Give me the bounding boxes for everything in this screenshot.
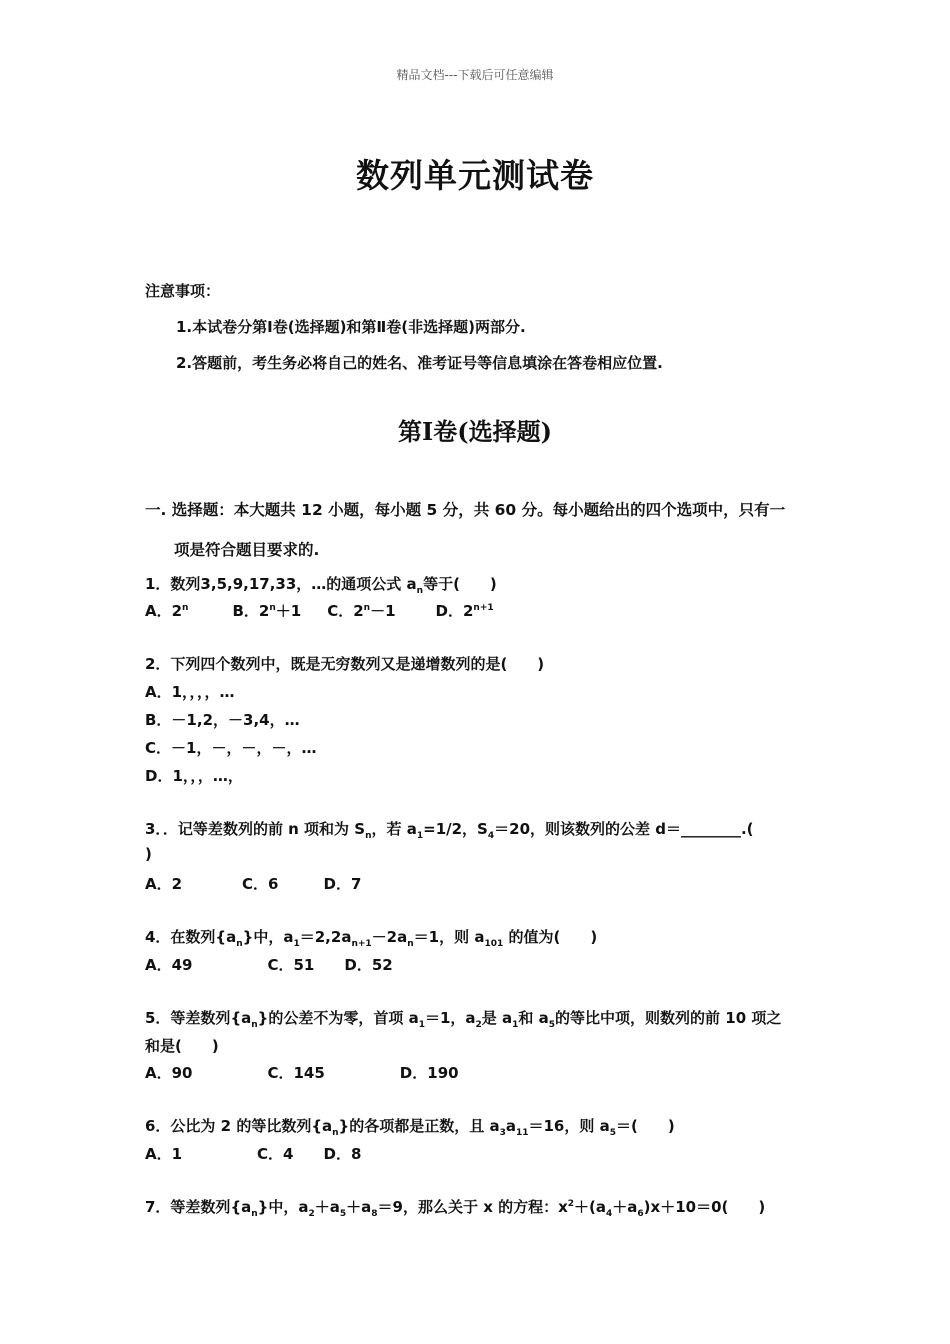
section-instructions-line1: 一. 选择题：本大题共 12 小题，每小题 5 分，共 60 分。每小题给出的四个选项中，只有一 [145, 501, 786, 519]
question-3-options: A．2 C．6 D．7 [145, 875, 362, 893]
page-header: 精品文档---下载后可任意编辑 [396, 68, 554, 82]
note-1: 1.本试卷分第Ⅰ卷(选择题)和第Ⅱ卷(非选择题)两部分. [176, 318, 526, 336]
question-5-stem: 5．等差数列$\{a_n\}$的公差不为零，首项 $a_1=1$，$a_2$是 $a_1$和 $a_5$的等比中项，则数列的前 10 项之 [145, 1009, 782, 1030]
question-4-stem: 4．在数列$\{a_n\}$中，$a_1=2,2a_{n+1}-2a_n=1$，则 $a_{101}$ 的值为( ) [145, 928, 598, 949]
question-4-options: A．49 C．51 D．52 [145, 956, 393, 974]
q2-option-a: A．1，，，，… [145, 683, 235, 701]
notes-heading: 注意事项： [145, 282, 221, 300]
q1-option-c: C．$2^n-1$ [327, 602, 396, 620]
question-3-stem-cont: ) [145, 845, 152, 863]
question-1-options [145, 600, 494, 621]
q1-option-b: B．$2^n+1$ [232, 602, 302, 620]
page-title: 数列单元测试卷 [356, 156, 594, 195]
question-5-stem-cont: 和是( ) [145, 1037, 219, 1055]
question-5-options: A．90 C．145 D．190 [145, 1064, 459, 1082]
part1-title: 第Ⅰ卷(选择题) [398, 417, 552, 446]
q1-option-a: A．2$^n$ [145, 602, 189, 620]
question-6-stem: 6．公比为 2 的等比数列$\{a_n\}$的各项都是正数，且 $a_3a_{11}=16$，则 $a_5=$( ) [145, 1117, 675, 1138]
q1-option-d: D．$2^{n+1}$ [435, 602, 494, 620]
section-instructions-line2: 项是符合题目要求的. [174, 541, 320, 559]
q2-option-d: D．1，，，…， [145, 767, 243, 785]
question-1-stem: 1．数列3,5,9,17,33，…的通项公式 $a_n$等于( ) [145, 575, 497, 596]
question-3-stem: 3．．记等差数列的前 n 项和为 $S_n$，若 $a_1=1/2$，$S_4=20$，则该数列的公差 d＝________.( [145, 820, 754, 841]
question-6-options: A．1 C．4 D．8 [145, 1145, 362, 1163]
q2-option-c: C．－1，－，－，－，… [145, 739, 317, 757]
note-2: 2.答题前，考生务必将自己的姓名、准考证号等信息填涂在答卷相应位置. [176, 354, 663, 372]
q2-option-b: B．－1,2，－3,4，… [145, 711, 300, 729]
question-7-stem: 7．等差数列$\{a_n\}$中，$a_2+a_5+a_8=9$，那么关于 x 的方程：$x^2+(a_4+a_6)x+10=0$( ) [145, 1198, 766, 1219]
question-2-stem: 2．下列四个数列中，既是无穷数列又是递增数列的是( ) [145, 655, 545, 673]
